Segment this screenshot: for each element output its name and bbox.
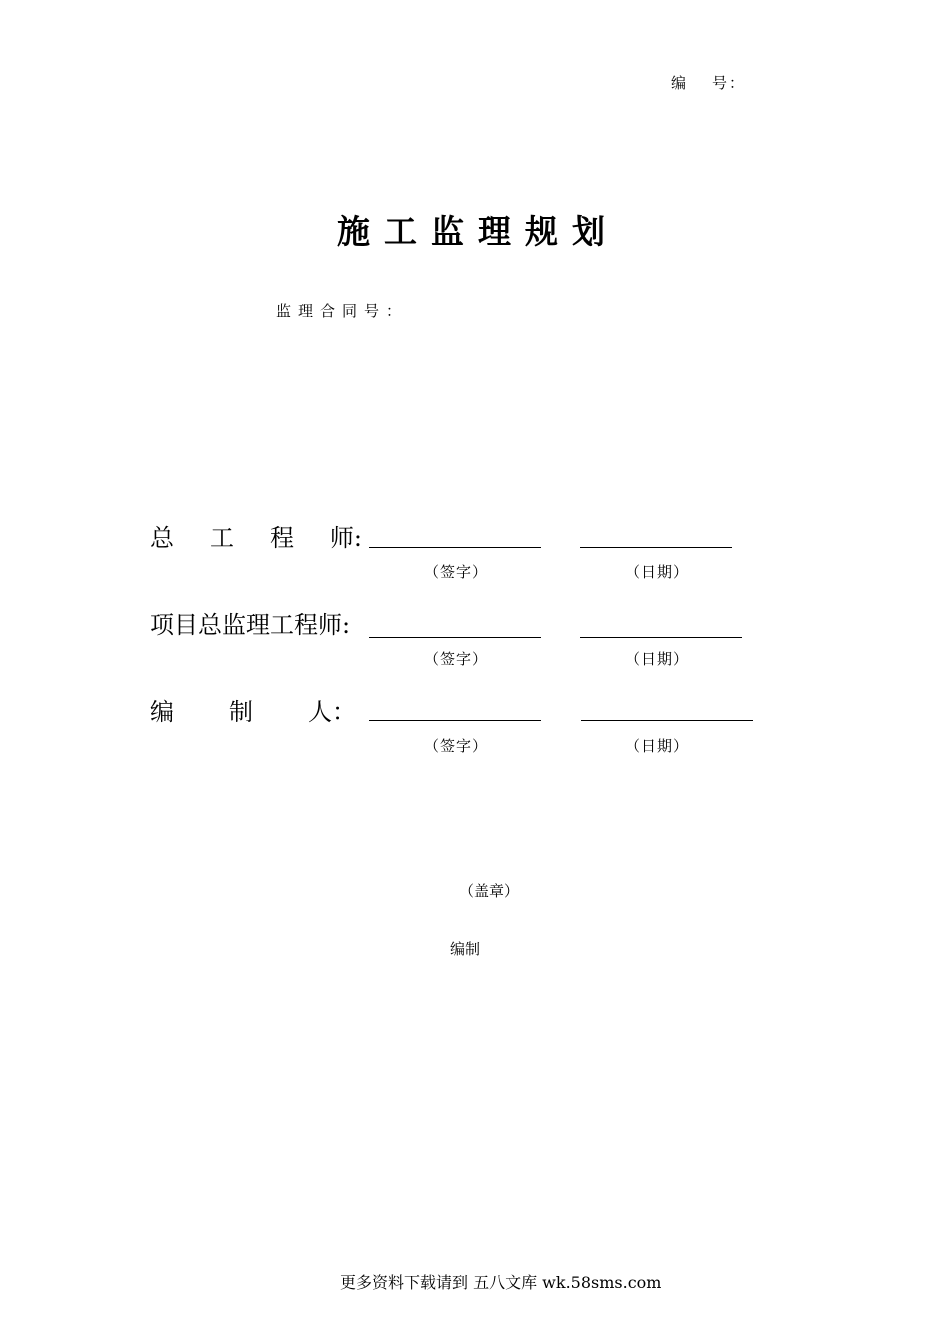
- chief-engineer-char-3: 程: [269, 524, 294, 552]
- document-title: 施工监理规划: [337, 212, 619, 251]
- document-number-label: [671, 72, 746, 93]
- preparer-char-3: 人：: [308, 698, 356, 726]
- number-label-part-1: 编: [671, 74, 689, 92]
- preparer-date-line[interactable]: [581, 720, 753, 721]
- chief-engineer-date-caption: （日期）: [625, 563, 690, 581]
- chief-supervisor-signature-line[interactable]: [369, 637, 541, 638]
- preparer-sign-caption: （签字）: [424, 737, 489, 755]
- number-label-part-2: 号：: [712, 74, 747, 92]
- chief-engineer-signature-line[interactable]: [369, 547, 541, 548]
- chief-supervisor-label: 项目总监理工程师:: [150, 611, 351, 639]
- chief-engineer-char-1: 总: [150, 524, 174, 552]
- footer-text: 更多资料下载请到 五八文库 wk.58sms.com: [340, 1273, 662, 1292]
- chief-engineer-date-line[interactable]: [580, 547, 732, 548]
- preparer-char-2: 制: [229, 698, 253, 726]
- chief-supervisor-date-line[interactable]: [580, 637, 742, 638]
- preparer-signature-line[interactable]: [369, 720, 541, 721]
- chief-engineer-char-2: 工: [209, 524, 234, 552]
- chief-supervisor-date-caption: （日期）: [625, 650, 690, 668]
- chief-engineer-char-4: 师:: [329, 524, 362, 552]
- prepared-label: 编制: [450, 940, 481, 958]
- chief-supervisor-sign-caption: （签字）: [424, 650, 489, 668]
- contract-number-label: 监理合同号：: [276, 302, 409, 320]
- seal-label: （盖章）: [459, 882, 520, 900]
- preparer-date-caption: （日期）: [625, 737, 690, 755]
- preparer-char-1: 编: [150, 698, 174, 726]
- preparer-label: [150, 696, 356, 728]
- chief-engineer-sign-caption: （签字）: [424, 563, 489, 581]
- chief-engineer-label: [150, 522, 362, 554]
